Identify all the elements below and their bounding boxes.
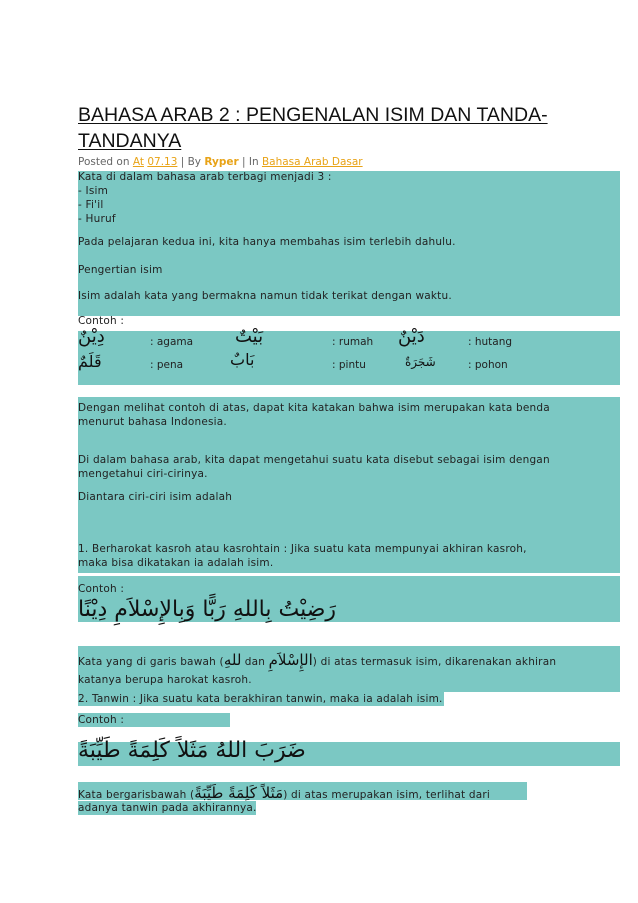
ciri-2-explanation	[78, 784, 490, 802]
vocab-meaning: : pena	[150, 359, 184, 371]
example-arabic-2: ضَرَبَ اللهُ مَثَلاً كَلِمَةً طَيِّبَةً	[78, 738, 306, 763]
ciri-2-explanation-2: adanya tanwin pada akhirannya.	[78, 802, 257, 814]
contoh-label-1: Contoh :	[78, 315, 125, 327]
ciri-1-arabic-2: الإِسْلاَمِ	[268, 651, 313, 669]
list-item-huruf: - Huruf	[78, 213, 116, 225]
ciri-2-line-1: 2. Tanwin : Jika suatu kata berakhiran tanwin, maka ia adalah isim.	[78, 693, 443, 705]
example-arabic-1: رَضِيْتُ بِاللهِ رَبًّا وَبِالإِسْلاَمِ دِيْنًا	[78, 597, 337, 622]
intro-paragraph-3: Isim adalah kata yang bermakna namun tidak terikat dengan waktu.	[78, 290, 452, 302]
vocab-arabic: بَابٌ	[230, 350, 255, 369]
section-2-line-1: Dengan melihat contoh di atas, dapat kita katakan bahwa isim merupakan kata benda	[78, 402, 550, 414]
at-link[interactable]: At	[132, 156, 144, 168]
vocab-arabic: دِيْنٌ	[78, 326, 105, 347]
ciri-1-arabic-1: للهِ	[223, 651, 242, 669]
vocab-meaning: : pohon	[468, 359, 508, 371]
ciri-2-expl-a: Kata bergarisbawah (	[78, 789, 195, 801]
contoh-label-2: Contoh :	[78, 583, 125, 595]
page-title: BAHASA ARAB 2 : PENGENALAN ISIM DAN TANDA-TANDANYA	[78, 104, 548, 152]
section-2-line-5: Diantara ciri-ciri isim adalah	[78, 491, 233, 503]
vocab-meaning: : rumah	[332, 336, 374, 348]
intro-paragraph-1: Pada pelajaran kedua ini, kita hanya membahas isim terlebih dahulu.	[78, 236, 456, 248]
author-link[interactable]: Ryper	[204, 156, 239, 168]
vocab-arabic: بَيْتٌ	[235, 326, 264, 347]
ciri-1-expl-a: Kata yang di garis bawah (	[78, 656, 224, 668]
list-item-isim: - Isim	[78, 185, 109, 197]
vocab-arabic: قَلَمٌ	[78, 352, 102, 371]
list-item-fiil: - Fi'il	[78, 199, 104, 211]
ciri-1-expl-b: dan	[241, 656, 269, 668]
time-link[interactable]: 07.13	[147, 156, 178, 168]
vocab-meaning: : agama	[150, 336, 194, 348]
contoh-label-3: Contoh :	[78, 714, 125, 726]
vocab-meaning: : hutang	[468, 336, 513, 348]
section-2-line-3: Di dalam bahasa arab, kita dapat mengetahui suatu kata disebut sebagai isim dengan	[78, 454, 550, 466]
in-label: | In	[238, 156, 262, 168]
section-2-line-4: mengetahui ciri-cirinya.	[78, 468, 208, 480]
by-label: | By	[177, 156, 205, 168]
ciri-2-expl-b: ) di atas merupakan isim, terlihat dari	[283, 789, 491, 801]
ciri-1-expl-c: ) di atas termasuk isim, dikarenakan akhiran	[312, 656, 557, 668]
posted-label: Posted on	[78, 156, 133, 168]
ciri-1-explanation-2: katanya berupa harokat kasroh.	[78, 674, 252, 686]
ciri-1-explanation	[78, 651, 556, 669]
intro-line: Kata di dalam bahasa arab terbagi menjadi 3 :	[78, 171, 332, 183]
vocab-meaning: : pintu	[332, 359, 366, 371]
ciri-1-line-2: maka bisa dikatakan ia adalah isim.	[78, 557, 274, 569]
section-2-line-2: menurut bahasa Indonesia.	[78, 416, 227, 428]
ciri-2-arabic: مَثَلاً كَلِمَةً طَيِّبَةً	[194, 784, 284, 802]
intro-paragraph-2: Pengertian isim	[78, 264, 163, 276]
category-link[interactable]: Bahasa Arab Dasar	[261, 156, 363, 168]
vocab-arabic: شَجَرَةٌ	[405, 355, 436, 369]
vocab-arabic: دَيْنٌ	[398, 326, 425, 347]
post-meta	[78, 156, 363, 168]
ciri-1-line-1: 1. Berharokat kasroh atau kasrohtain : Jika suatu kata mempunyai akhiran kasroh,	[78, 543, 527, 555]
